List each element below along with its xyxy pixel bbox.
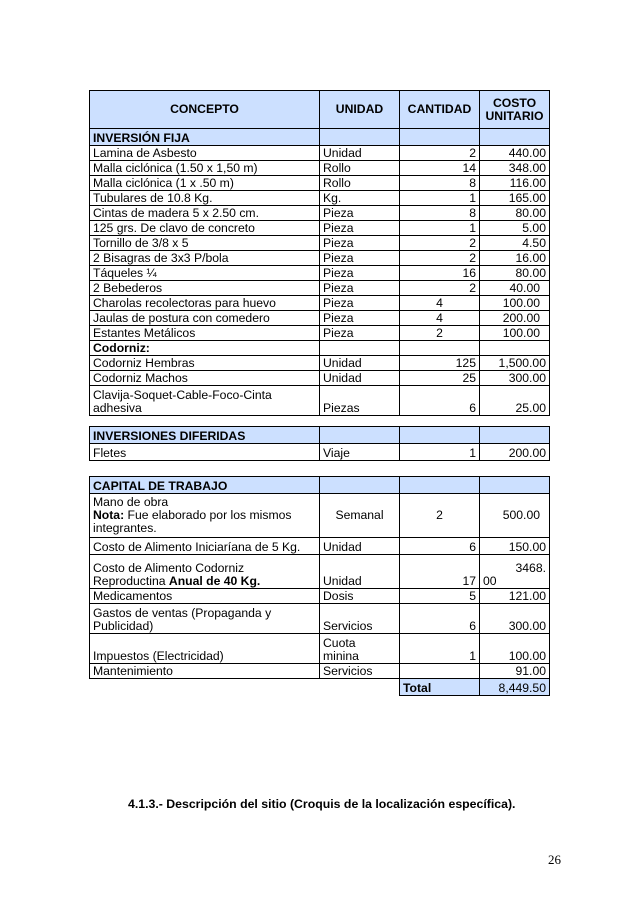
cell-unidad: Pieza (320, 251, 400, 266)
table-row-impuestos (90, 634, 550, 664)
cell-costo: 300.00 (480, 371, 550, 386)
section-caption: 4.1.3.- Descripción del sitio (Croquis de la localización específica). (128, 797, 516, 811)
spacer-row (90, 461, 550, 477)
cell-concepto: Codorniz Machos (90, 371, 320, 386)
cell-unidad: Unidad (320, 356, 400, 371)
medicamentos-concepto: Medicamentos (90, 589, 320, 604)
table-row (90, 206, 550, 221)
cell-concepto: 2 Bebederos (90, 281, 320, 296)
cell-unidad: Pieza (320, 221, 400, 236)
table-row-alimento-repro (90, 555, 550, 589)
table-row (90, 281, 550, 296)
header-costo-line1: COSTO (492, 95, 537, 110)
cell-costo: 4.50 (480, 236, 550, 251)
table-row (90, 176, 550, 191)
cell-cantidad: 2 (400, 236, 480, 251)
nota-label: Nota: (93, 508, 125, 522)
cell-costo: 200.00 (480, 444, 550, 461)
table-row (90, 326, 550, 341)
mano-obra-costo: 500.00 (480, 494, 550, 538)
cell-cantidad: 1 (400, 191, 480, 206)
mano-obra-unidad: Semanal (320, 494, 400, 538)
table-row (90, 266, 550, 281)
alimento-inicial-concepto: Costo de Alimento Iniciaríana de 5 Kg. (90, 538, 320, 555)
cell-concepto: Charolas recolectoras para huevo (90, 296, 320, 311)
cell-unidad: Pieza (320, 281, 400, 296)
gastos-ventas-concepto: Gastos de ventas (Propaganda y Publicidad) (90, 604, 320, 634)
impuestos-costo: 100.00 (480, 634, 550, 664)
cell-costo: 80.00 (480, 206, 550, 221)
header-cantidad: CANTIDAD (400, 91, 480, 129)
cell-concepto: Tornillo de 3/8 x 5 (90, 236, 320, 251)
cell-cantidad: 1 (400, 444, 480, 461)
clavija-costo: 25.00 (480, 386, 550, 416)
table-row-total (90, 679, 550, 696)
alimento-repro-costo: 3468. 00 (480, 555, 550, 589)
cell-concepto: Lamina de Asbesto (90, 146, 320, 161)
mantenimiento-costo: 91.00 (480, 664, 550, 679)
section-inversion-fija (90, 129, 550, 146)
cell-concepto: Cintas de madera 5 x 2.50 cm. (90, 206, 320, 221)
cost-table (89, 90, 550, 696)
cell-cantidad: 14 (400, 161, 480, 176)
cell-unidad: Unidad (320, 371, 400, 386)
table-row-alimento-inicial (90, 538, 550, 555)
gastos-ventas-costo: 300.00 (480, 604, 550, 634)
cell-unidad: Viaje (320, 444, 400, 461)
cell-cantidad: 2 (400, 146, 480, 161)
cell-cantidad: 2 (400, 326, 480, 341)
cell-unidad: Pieza (320, 311, 400, 326)
cell-costo: 200.00 (480, 311, 550, 326)
clavija-unidad: Piezas (320, 386, 400, 416)
cell-unidad: Pieza (320, 326, 400, 341)
alimento-repro-unidad: Unidad (320, 555, 400, 589)
mano-obra-concepto: Mano de obra Nota: Fue elaborado por los mismos integrantes. (90, 494, 320, 538)
cell-concepto: Estantes Metálicos (90, 326, 320, 341)
mantenimiento-concepto: Mantenimiento (90, 664, 320, 679)
cell-costo: 16.00 (480, 251, 550, 266)
cell-concepto: Táqueles ¼ (90, 266, 320, 281)
impuestos-cantidad: 1 (400, 634, 480, 664)
cell-unidad: Pieza (320, 206, 400, 221)
cell-costo: 1,500.00 (480, 356, 550, 371)
total-label: Total (400, 679, 480, 696)
header-unidad: UNIDAD (320, 91, 400, 129)
cell-unidad: Kg. (320, 191, 400, 206)
alimento-repro-concepto: Costo de Alimento Codorniz Reproductina Anual de 40 Kg. (90, 555, 320, 589)
alimento-inicial-costo: 150.00 (480, 538, 550, 555)
header-costo-line2: UNITARIO (485, 108, 544, 123)
cell-costo: 80.00 (480, 266, 550, 281)
cell-concepto: Malla ciclónica (1.50 x 1,50 m) (90, 161, 320, 176)
cell-costo: 116.00 (480, 176, 550, 191)
table-row (90, 371, 550, 386)
clavija-concepto: Clavija-Soquet-Cable-Foco-Cinta adhesiva (90, 386, 320, 416)
table-row (90, 146, 550, 161)
table-row-mano-obra (90, 494, 550, 538)
cell-cantidad: 2 (400, 281, 480, 296)
table-header-row (90, 91, 550, 129)
page-number: 26 (548, 852, 561, 867)
cell-concepto: Jaulas de postura con comedero (90, 311, 320, 326)
table-row-mantenimiento (90, 664, 550, 679)
gastos-ventas-unidad: Servicios (320, 604, 400, 634)
codorniz-rows (90, 356, 550, 386)
section-title: INVERSIONES DIFERIDAS (90, 427, 320, 444)
gastos-ventas-cantidad: 6 (400, 604, 480, 634)
inversion-fija-rows (90, 146, 550, 341)
codorniz-label: Codorniz: (90, 341, 320, 356)
cell-cantidad: 4 (400, 296, 480, 311)
mano-obra-cantidad: 2 (400, 494, 480, 538)
table-row (90, 251, 550, 266)
cell-cantidad: 25 (400, 371, 480, 386)
table-row (90, 236, 550, 251)
cell-concepto: 2 Bisagras de 3x3 P/bola (90, 251, 320, 266)
alimento-inicial-unidad: Unidad (320, 538, 400, 555)
cell-concepto: Fletes (90, 444, 320, 461)
cell-concepto: Malla ciclónica (1 x .50 m) (90, 176, 320, 191)
table-row (90, 191, 550, 206)
medicamentos-cantidad: 5 (400, 589, 480, 604)
table-row (90, 221, 550, 236)
inversiones-diferidas-rows (90, 444, 550, 461)
total-value: 8,449.50 (480, 679, 550, 696)
mantenimiento-cantidad (400, 664, 480, 679)
cell-unidad: Rollo (320, 176, 400, 191)
cell-unidad: Pieza (320, 296, 400, 311)
table-row (90, 356, 550, 371)
cell-unidad: Pieza (320, 236, 400, 251)
cell-costo: 100.00 (480, 296, 550, 311)
cell-costo: 5.00 (480, 221, 550, 236)
cell-costo: 100.00 (480, 326, 550, 341)
cell-unidad: Rollo (320, 161, 400, 176)
table-row-medicamentos (90, 589, 550, 604)
alimento-inicial-cantidad: 6 (400, 538, 480, 555)
impuestos-unidad: Cuota minina (320, 634, 400, 664)
table-row-codorniz-label (90, 341, 550, 356)
table-row-clavija (90, 386, 550, 416)
cell-concepto: Codorniz Hembras (90, 356, 320, 371)
section-capital-trabajo (90, 477, 550, 494)
cell-costo: 40.00 (480, 281, 550, 296)
table-row-gastos-ventas (90, 604, 550, 634)
table-row (90, 311, 550, 326)
impuestos-concepto: Impuestos (Electricidad) (90, 634, 320, 664)
cell-costo: 348.00 (480, 161, 550, 176)
medicamentos-costo: 121.00 (480, 589, 550, 604)
spacer-row (90, 416, 550, 427)
mantenimiento-unidad: Servicios (320, 664, 400, 679)
cell-concepto: 125 grs. De clavo de concreto (90, 221, 320, 236)
cell-cantidad: 2 (400, 251, 480, 266)
cell-cantidad: 125 (400, 356, 480, 371)
cell-cantidad: 1 (400, 221, 480, 236)
section-title: INVERSIÓN FIJA (90, 129, 320, 146)
cell-cantidad: 16 (400, 266, 480, 281)
section-title: CAPITAL DE TRABAJO (90, 477, 320, 494)
cell-unidad: Pieza (320, 266, 400, 281)
alimento-repro-cantidad: 17 (400, 555, 480, 589)
cell-cantidad: 8 (400, 206, 480, 221)
header-concepto: CONCEPTO (90, 91, 320, 129)
section-inversiones-diferidas (90, 427, 550, 444)
header-costo-unitario (480, 91, 550, 129)
table-row (90, 161, 550, 176)
clavija-cantidad: 6 (400, 386, 480, 416)
cell-costo: 165.00 (480, 191, 550, 206)
cell-cantidad: 4 (400, 311, 480, 326)
cell-unidad: Unidad (320, 146, 400, 161)
table-row (90, 296, 550, 311)
cell-cantidad: 8 (400, 176, 480, 191)
cell-concepto: Tubulares de 10.8 Kg. (90, 191, 320, 206)
cell-costo: 440.00 (480, 146, 550, 161)
table-row (90, 444, 550, 461)
medicamentos-unidad: Dosis (320, 589, 400, 604)
